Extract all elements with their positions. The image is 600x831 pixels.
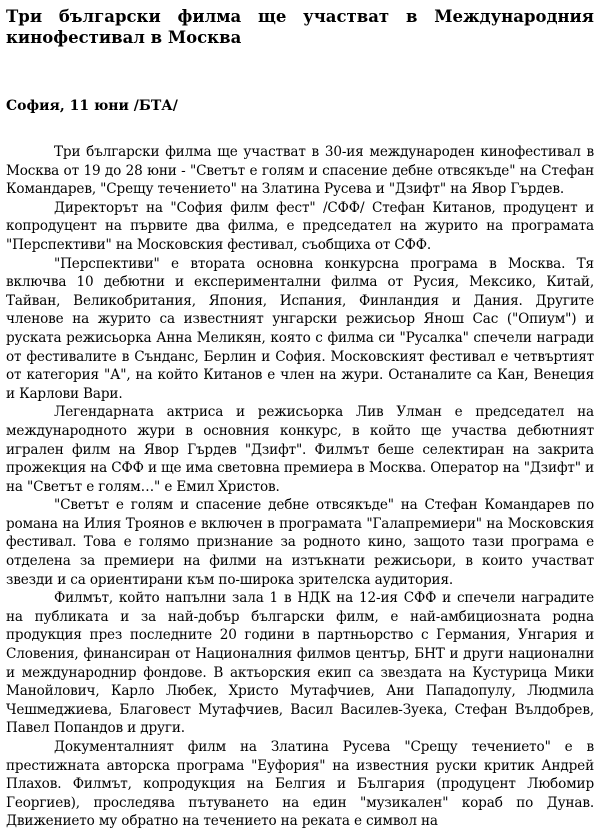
- paragraph: Директорът на "София филм фест" /СФФ/ Стефан Китанов, продуцент и копродуцент на първите два филма, е председател на журито на програмата "Перспективи" на Московския фестивал, съобщиха от СФФ.: [6, 199, 594, 253]
- paragraph: "Светът е голям и спасение дебне отвсякъде" на Стефан Командарев по романа на Илия Троянов е включен в програмата "Галапремиери" на Московския фестивал. Това е голямо признание за родното кино, защото тази програма е отделена за премиери на филми на изтъкнати режисьори, в които участват звезди и са ориентирани към по-широка зрителска аудитория.: [6, 497, 594, 588]
- paragraph: "Перспективи" е втората основна конкурсна програма в Москва. Тя включва 10 дебютни и експериментални филма от Русия, Мексико, Китай, Тайван, Великобритания, Япония, Испания, Финландия и Дания. Другите членове на журито са известният унгарски режисьор Янош Сас ("Опиум") и руската режисьорка Анна Меликян, която с филма си "Русалка" спечели награди от фестивалите в Сънданс, Берлин и София. Московският фестивал е четвъртият от категория "А", на който Китанов е член на жури. Останалите са Кан, Венеция и Карлови Вари.: [6, 255, 594, 402]
- paragraph: Документалният филм на Златина Русева "Срещу течението" е в престижната авторска програма "Еуфория" на известния руски критик Андрей Плахов. Филмът, копродукция на Белгия и България (продуцент Любомир Георгиев), проследява пътуването на един "музикален" кораб по Дунав. Движението му обратно на течението на реката е символ на: [6, 739, 594, 830]
- paragraph: Филмът, който напълни зала 1 в НДК на 12-ия СФФ и спечели наградите на публиката и за най-добър български филм, е най-амбициозната родна продукция през последните 20 години в партньорство с Германия, Унгария и Словения, финансиран от Националния филмов център, БНТ и други национални и международнир фондове. В актьорския екип са звездата на Кустурица Мики Манойлович, Карло Любек, Христо Мутафчиев, Ани Пападопулу, Людмила Чешмеджиева, Благовест Мутафчиев, Васил Василев-Зуека, Стефан Вълдобрев, Павел Попандов и други.: [6, 590, 594, 737]
- article-body: [6, 143, 594, 831]
- document-page: [6, 6, 594, 831]
- article-dateline: София, 11 юни /БТА/: [6, 98, 178, 114]
- paragraph: Три български филма ще участват в 30-ия международен кинофестивал в Москва от 19 до 28 юни - "Светът е голям и спасение дебне отвсякъде" на Стефан Командарев, "Срещу течението" на Златина Русева и "Дзифт" на Явор Гърдев.: [6, 144, 594, 198]
- article-title: Три български филма ще участват в Международния кинофестивал в Москва: [6, 7, 594, 47]
- paragraph: Легендарната актриса и режисьорка Лив Улман е председател на международното жури в основния конкурс, в който ще участва дебютният игрален филм на Явор Гърдев "Дзифт". Филмът беше селектиран на закрита прожекция на СФФ и ще има световна премиера в Москва. Оператор на "Дзифт" и на "Светът е голям…" е Емил Христов.: [6, 404, 594, 495]
